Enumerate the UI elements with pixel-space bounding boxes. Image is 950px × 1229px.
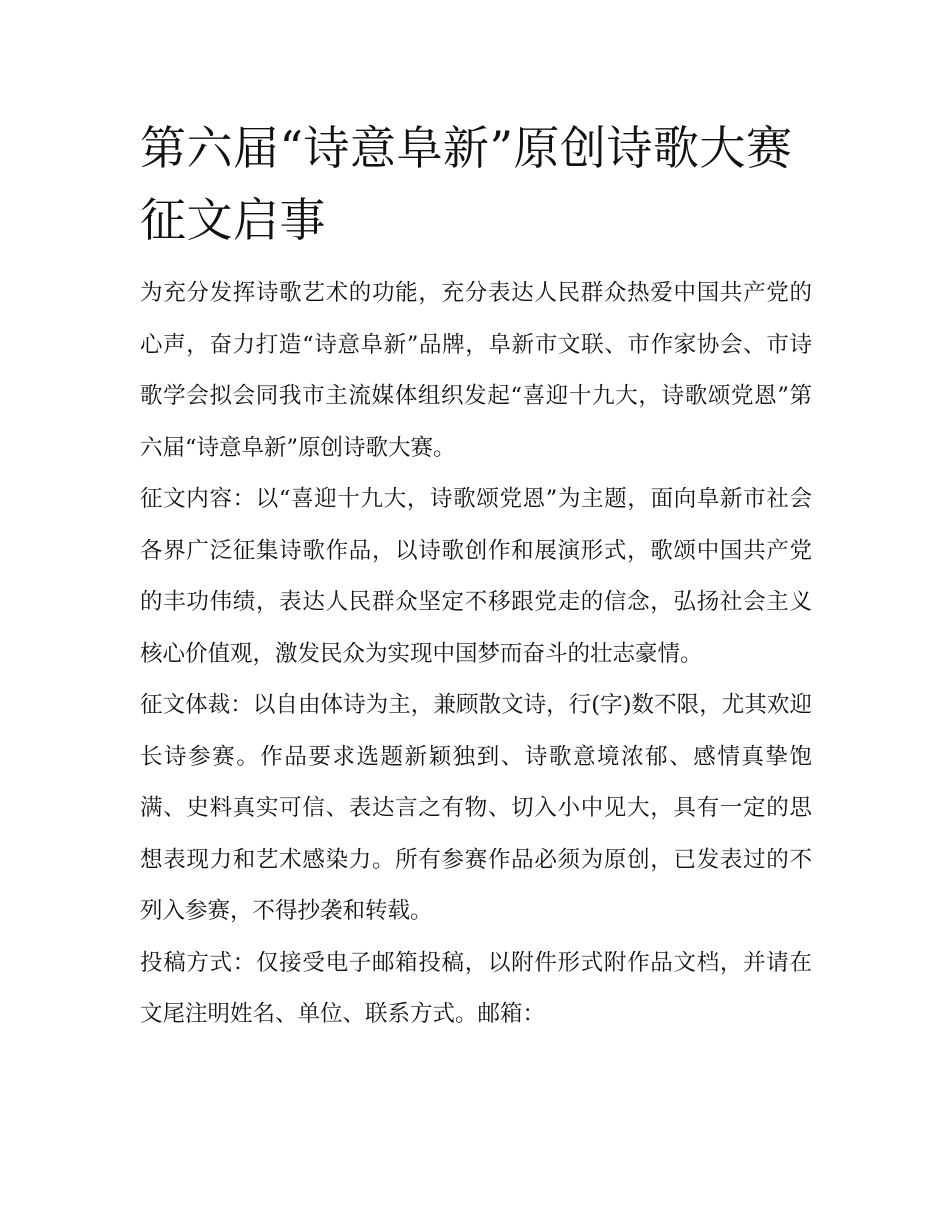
document-title: 第六届“诗意阜新”原创诗歌大赛征文启事 bbox=[140, 121, 793, 247]
paragraph-content: 征文内容：以“喜迎十九大，诗歌颂党恩”为主题，面向阜新市社会各界广泛征集诗歌作品，以诗歌创作和展演形式，歌颂中国共产党的丰功伟绩，表达人民群众坚定不移跟党走的信念，弘扬社会主义核心价值观，激发民众为实现中国梦而奋斗的壮志豪情。 bbox=[140, 486, 812, 667]
paragraph-submission: 投稿方式：仅接受电子邮箱投稿，以附件形式附作品文档，并请在文尾注明姓名、单位、联系方式。邮箱： bbox=[140, 949, 812, 1027]
paragraph-intro: 为充分发挥诗歌艺术的功能，充分表达人民群众热爱中国共产党的心声，奋力打造“诗意阜新”品牌，阜新市文联、市作家协会、市诗歌学会拟会同我市主流媒体组织发起“喜迎十九大，诗歌颂党恩”第六届“诗意阜新”原创诗歌大赛。 bbox=[140, 280, 812, 461]
document-page bbox=[140, 112, 812, 1041]
paragraph-genre: 征文体裁：以自由体诗为主，兼顾散文诗，行(字)数不限，尤其欢迎长诗参赛。作品要求选题新颖独到、诗歌意境浓郁、感情真挚饱满、史料真实可信、表达言之有物、切入小中见大，具有一定的思想表现力和艺术感染力。所有参赛作品必须为原创，已发表过的不列入参赛，不得抄袭和转载。 bbox=[140, 692, 812, 924]
